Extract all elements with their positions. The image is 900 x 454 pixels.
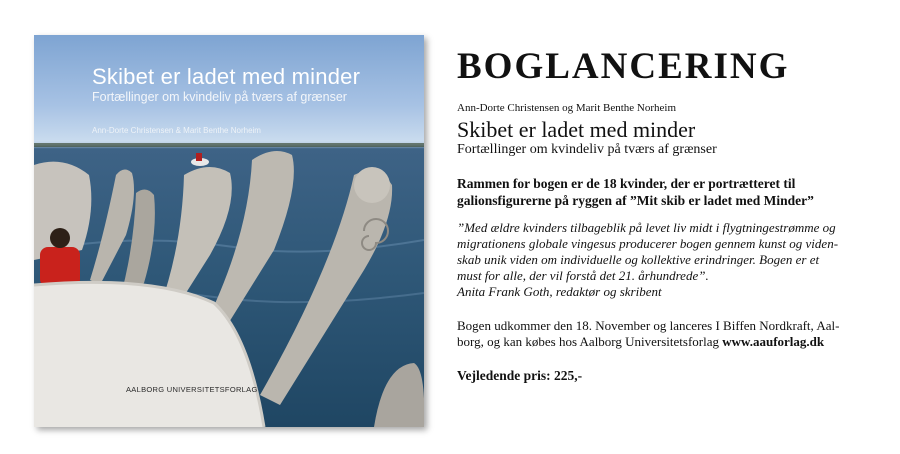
cover-publisher: AALBORG UNIVERSITETSFORLAG xyxy=(126,385,258,394)
lead-line: Rammen for bogen er de 18 kvinder, der er portrætteret til xyxy=(457,176,796,191)
publisher-link[interactable]: www.aauforlag.dk xyxy=(722,334,825,349)
quote-line: must for alle, der vil forstå det 21. århundrede”. xyxy=(457,268,709,283)
lead-paragraph xyxy=(457,175,877,209)
quote-line: migrationens globale vingesus producerer bogen gennem kunst og viden- xyxy=(457,236,839,251)
cover-authors: Ann-Dorte Christensen & Marit Benthe Norheim xyxy=(92,126,261,135)
book-cover xyxy=(34,35,424,427)
release-line-text: borg, og kan købes hos Aalborg Universitetsforlag xyxy=(457,334,723,349)
release-line: Bogen udkommer den 18. November og lanceres I Biffen Nordkraft, Aal- xyxy=(457,318,840,333)
book-subtitle: Fortællinger om kvindeliv på tværs af grænser xyxy=(457,142,717,157)
price: Vejledende pris: 225,- xyxy=(457,368,583,383)
book-title: Skibet er ladet med minder xyxy=(457,117,696,142)
cover-subtitle: Fortællinger om kvindeliv på tværs af grænser xyxy=(92,90,347,104)
quote-attribution: Anita Frank Goth, redaktør og skribent xyxy=(457,284,662,299)
cover-title: Skibet er ladet med minder xyxy=(92,64,361,89)
headline: BOGLANCERING xyxy=(457,46,790,87)
quote-line: skab unik viden om individuelle og kollektive erindringer. Bogen er et xyxy=(457,252,820,267)
release-paragraph xyxy=(457,318,877,350)
quote-line: ”Med ældre kvinders tilbageblik på levet liv midt i flygtningestrømme og xyxy=(457,220,836,235)
lead-line: galionsfigurerne på ryggen af ”Mit skib er ladet med Minder” xyxy=(457,193,814,208)
quote-paragraph xyxy=(457,220,877,300)
authors: Ann-Dorte Christensen og Marit Benthe Norheim xyxy=(457,102,677,114)
announcement xyxy=(457,44,877,384)
release-line xyxy=(457,334,877,350)
